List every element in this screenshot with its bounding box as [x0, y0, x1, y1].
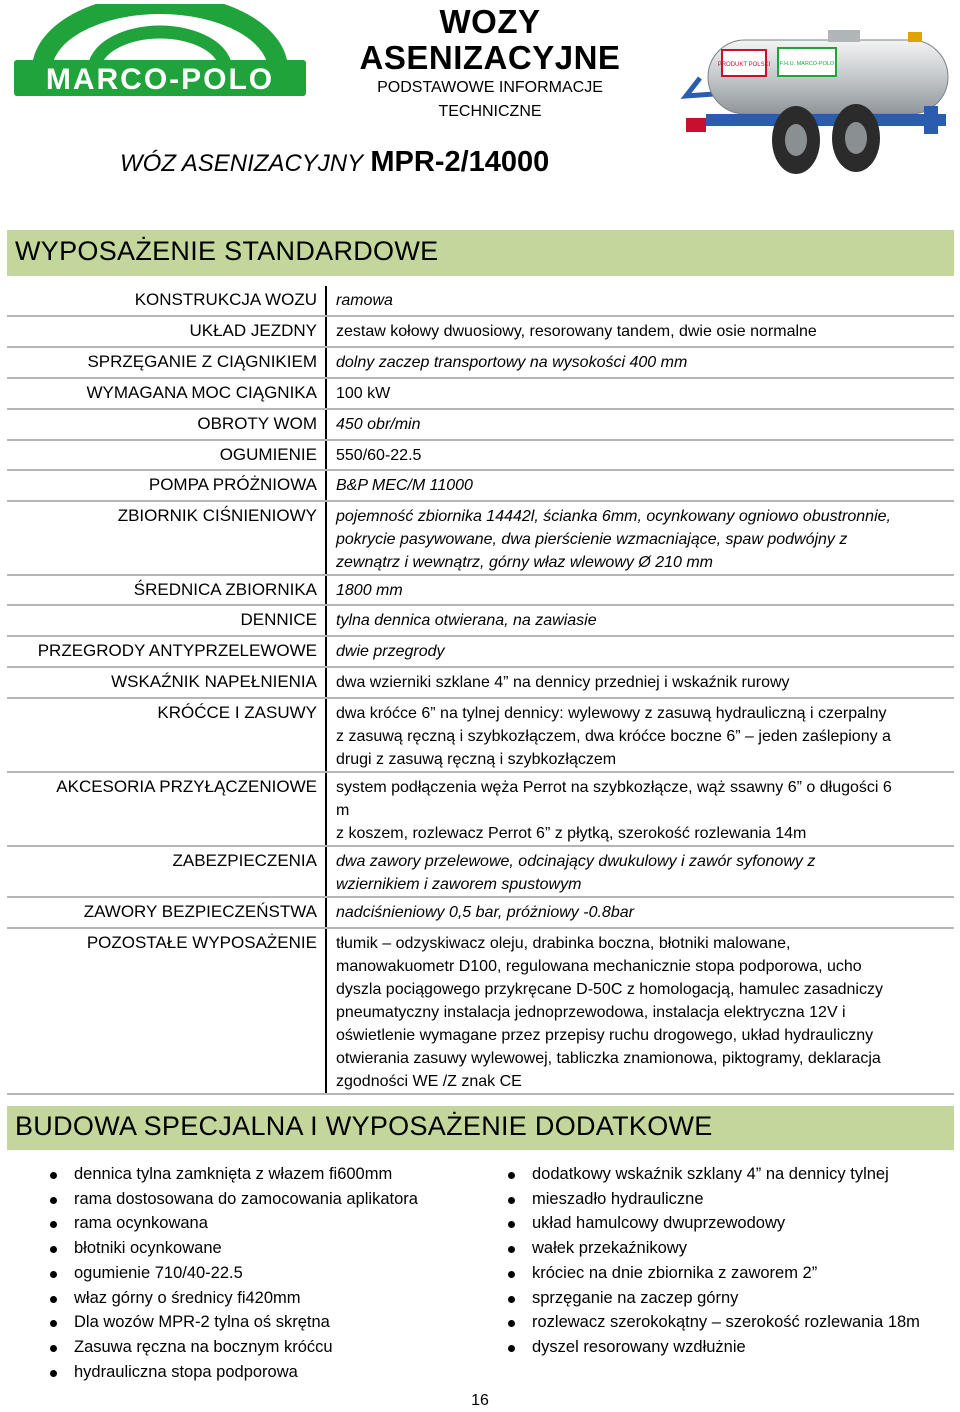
spec-value-line: B&P MEC/M 11000: [336, 477, 473, 494]
spec-value-line: m: [336, 802, 350, 819]
spec-value-line: drugi z zasuwą ręczną i szybkozłączem: [336, 751, 617, 768]
list-item: rama dostosowana do zamocowania aplikatora: [46, 1187, 418, 1212]
model-name: [120, 146, 549, 179]
spec-row: [7, 316, 954, 347]
model-code: MPR-2/14000: [370, 146, 550, 178]
title-line-2: ASENIZACYJNE: [359, 39, 621, 76]
photo-badge-1: PRODUKT POLSKI: [717, 62, 771, 68]
spec-value-line: 550/60-22.5: [336, 447, 422, 464]
spec-value-line: otwierania zasuwy wylewowej, tabliczka znamionowa, piktogramy, deklaracja: [336, 1050, 881, 1067]
spec-value-line: dyszla pociągowego przykręcane D-50C z homologacją, hamulec zasadniczy: [336, 981, 883, 998]
list-item: Dla wozów MPR-2 tylna oś skrętna: [46, 1310, 418, 1335]
spec-value-line: z koszem, rozlewacz Perrot 6” z płytką, szerokość rozlewania 14m: [336, 825, 807, 842]
spec-label: WSKAŹNIK NAPEŁNIENIA: [7, 667, 326, 698]
logo-text: MARCO-POLO: [45, 63, 275, 96]
spec-label: POZOSTAŁE WYPOSAŻENIE: [7, 928, 326, 1094]
spec-value-line: dolny zaczep transportowy na wysokości 400 mm: [336, 354, 688, 371]
list-item: sprzęganie na zaczep górny: [504, 1286, 920, 1311]
model-prefix: WÓZ ASENIZACYJNY: [120, 150, 364, 177]
spec-value: [326, 636, 954, 667]
spec-value: [326, 378, 954, 409]
spec-label: WYMAGANA MOC CIĄGNIKA: [7, 378, 326, 409]
spec-value: [326, 928, 954, 1094]
spec-value: [326, 605, 954, 636]
spec-label: DENNICE: [7, 605, 326, 636]
spec-value-line: z zasuwą ręczną i szybkozłączem, dwa króćce boczne 6” – jeden zaślepiony a: [336, 728, 891, 745]
spec-value-line: dwie przegrody: [336, 643, 445, 660]
list-item: dodatkowy wskaźnik szklany 4” na dennicy tylnej: [504, 1162, 920, 1187]
subtitle-line-1: PODSTAWOWE INFORMACJE: [377, 79, 603, 96]
list-item: hydrauliczna stopa podporowa: [46, 1360, 418, 1385]
spec-row: [7, 378, 954, 409]
special-list-left: [46, 1162, 418, 1384]
special-list-right: [504, 1162, 920, 1360]
subtitle-line-2: TECHNICZNE: [438, 103, 542, 120]
list-item: dyszel resorowany wzdłużnie: [504, 1335, 920, 1360]
spec-label: ŚREDNICA ZBIORNIKA: [7, 575, 326, 605]
spec-value-line: zestaw kołowy dwuosiowy, resorowany tandem, dwie osie normalne: [336, 323, 817, 340]
spec-value-line: 1800 mm: [336, 582, 403, 599]
standard-equipment-title: WYPOSAŻENIE STANDARDOWE: [15, 236, 439, 266]
list-item: rama ocynkowana: [46, 1211, 418, 1236]
spec-label: AKCESORIA PRZYŁĄCZENIOWE: [7, 772, 326, 846]
spec-value-line: tylna dennica otwierana, na zawiasie: [336, 612, 597, 629]
spec-label: OGUMIENIE: [7, 440, 326, 470]
spec-value: [326, 698, 954, 772]
spec-row: [7, 897, 954, 928]
spec-value: [326, 409, 954, 440]
list-item: dennica tylna zamknięta z włazem fi600mm: [46, 1162, 418, 1187]
spec-row: [7, 501, 954, 575]
spec-row: [7, 470, 954, 501]
spec-value-line: dwa wzierniki szklane 4” na dennicy przedniej i wskaźnik rurowy: [336, 674, 790, 691]
spec-row: [7, 698, 954, 772]
spec-value: [326, 316, 954, 347]
list-item: właz górny o średnicy fi420mm: [46, 1286, 418, 1311]
spec-value-line: dwa zawory przelewowe, odcinający dwukulowy i zawór syfonowy z: [336, 853, 816, 870]
spec-value-line: pokrycie pasywowane, dwa pierścienie wzmacniające, spaw podwójny z: [336, 531, 848, 548]
special-equipment-header: [7, 1106, 954, 1150]
spec-table: [7, 286, 954, 1095]
spec-value: [326, 667, 954, 698]
spec-value: [326, 501, 954, 575]
title-line-1: WOZY: [439, 3, 541, 40]
spec-value-line: 100 kW: [336, 385, 391, 402]
spec-row: [7, 636, 954, 667]
spec-value: [326, 440, 954, 470]
spec-label: SPRZĘGANIE Z CIĄGNIKIEM: [7, 347, 326, 378]
spec-row: [7, 409, 954, 440]
list-item: błotniki ocynkowane: [46, 1236, 418, 1261]
spec-value-line: manowakuometr D100, regulowana mechanicznie stopa podporowa, ucho: [336, 958, 862, 975]
spec-label: ZABEZPIECZENIA: [7, 846, 326, 897]
list-item: króciec na dnie zbiornika z zaworem 2”: [504, 1261, 920, 1286]
list-item: Zasuwa ręczna na bocznym króćcu: [46, 1335, 418, 1360]
list-item: rozlewacz szerokokątny – szerokość rozlewania 18m: [504, 1310, 920, 1335]
tanker-photo: [678, 22, 956, 184]
spec-label: PRZEGRODY ANTYPRZELEWOWE: [7, 636, 326, 667]
spec-row: [7, 347, 954, 378]
photo-badge-2: F.H.U. MARCO-POLO: [779, 61, 835, 67]
spec-value-line: nadciśnieniowy 0,5 bar, próżniowy -0.8bar: [336, 904, 634, 921]
spec-row: [7, 286, 954, 316]
standard-equipment-header: [7, 230, 954, 276]
spec-label: OBROTY WOM: [7, 409, 326, 440]
spec-label: KRÓĆCE I ZASUWY: [7, 698, 326, 772]
page-number: 16: [471, 1392, 489, 1409]
spec-row: [7, 846, 954, 897]
spec-value-line: wziernikiem i zaworem spustowym: [336, 876, 582, 893]
spec-value-line: 450 obr/min: [336, 416, 421, 433]
spec-value-line: tłumik – odzyskiwacz oleju, drabinka boczna, błotniki malowane,: [336, 935, 791, 952]
spec-value-line: pojemność zbiornika 14442l, ścianka 6mm, ocynkowany ogniowo obustronnie,: [336, 508, 891, 525]
list-item: mieszadło hydrauliczne: [504, 1187, 920, 1212]
list-item: układ hamulcowy dwuprzewodowy: [504, 1211, 920, 1236]
spec-value: [326, 846, 954, 897]
spec-value-line: zewnątrz i wewnątrz, górny właz wlewowy Ø 210 mm: [336, 554, 714, 571]
list-item: wałek przekaźnikowy: [504, 1236, 920, 1261]
spec-row: [7, 575, 954, 605]
title-block: [340, 4, 640, 124]
spec-value: [326, 286, 954, 316]
spec-value: [326, 470, 954, 501]
spec-value-line: pneumatyczny instalacja jednoprzewodowa, instalacja elektryczna 12V i: [336, 1004, 846, 1021]
spec-value: [326, 575, 954, 605]
spec-value: [326, 347, 954, 378]
spec-value-line: dwa króćce 6” na tylnej dennicy: wylewowy z zasuwą hydrauliczną i czerpalny: [336, 705, 887, 722]
special-equipment-title: BUDOWA SPECJALNA I WYPOSAŻENIE DODATKOWE: [15, 1111, 713, 1141]
spec-row: [7, 440, 954, 470]
spec-value-line: ramowa: [336, 292, 393, 309]
spec-row: [7, 928, 954, 1094]
spec-value-line: oświetlenie wymagane przez przepisy ruchu drogowego, układ hydrauliczny: [336, 1027, 874, 1044]
spec-row: [7, 667, 954, 698]
company-logo: [14, 4, 306, 102]
spec-label: POMPA PRÓŻNIOWA: [7, 470, 326, 501]
spec-label: ZBIORNIK CIŚNIENIOWY: [7, 501, 326, 575]
spec-row: [7, 605, 954, 636]
spec-value: [326, 772, 954, 846]
spec-value: [326, 897, 954, 928]
spec-row: [7, 772, 954, 846]
list-item: ogumienie 710/40-22.5: [46, 1261, 418, 1286]
spec-label: KONSTRUKCJA WOZU: [7, 286, 326, 316]
spec-value-line: system podłączenia węża Perrot na szybkozłącze, wąż ssawny 6” o długości 6: [336, 779, 892, 796]
spec-value-line: zgodności WE /Z znak CE: [336, 1073, 522, 1090]
spec-label: ZAWORY BEZPIECZEŃSTWA: [7, 897, 326, 928]
spec-label: UKŁAD JEZDNY: [7, 316, 326, 347]
